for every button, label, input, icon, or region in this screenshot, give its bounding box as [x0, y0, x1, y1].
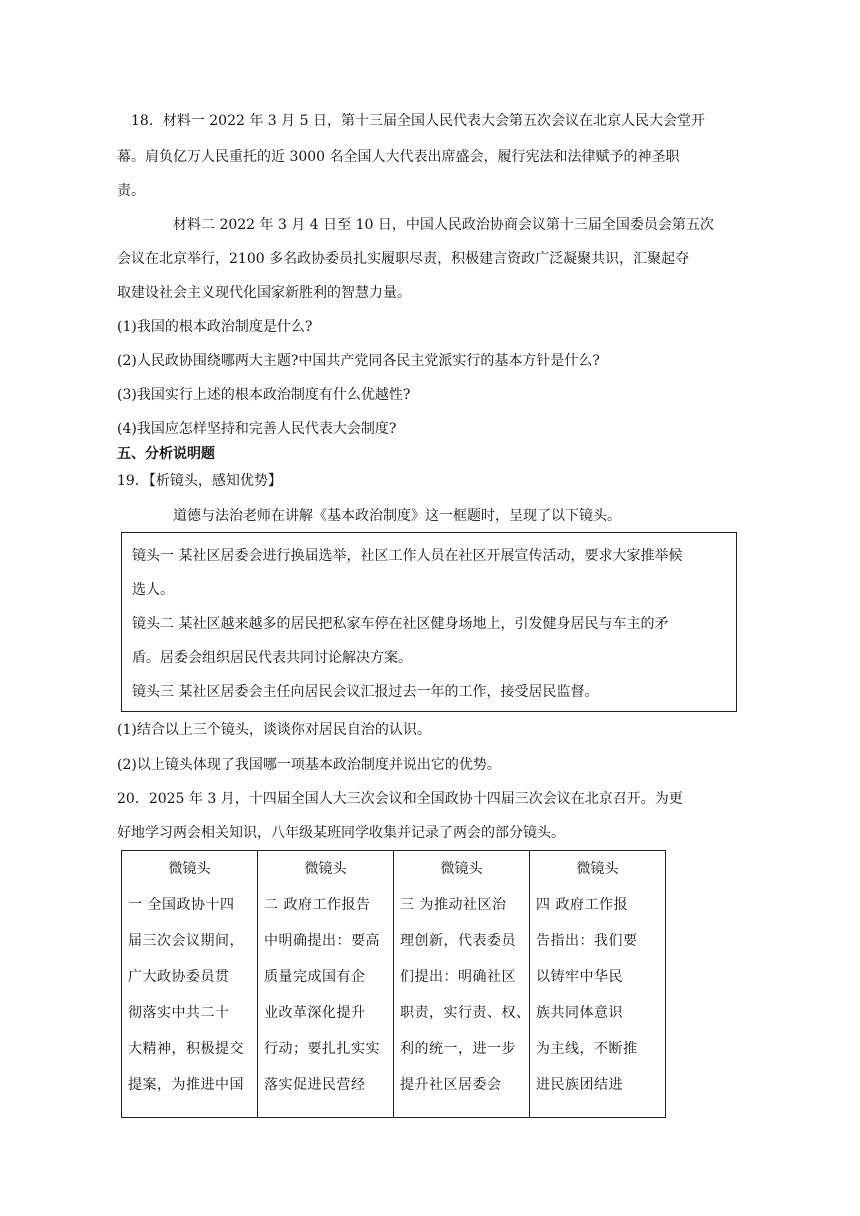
q18-line-2: 幕。肩负亿万人民重托的近 3000 名全国人大代表出席盛会，履行宪法和法律赋予的神圣职	[117, 149, 680, 165]
q18-question-1: (1)我国的根本政治制度是什么?	[117, 319, 313, 335]
lens-box-line-1: 镜头一 某社区居委会进行换届选举，社区工作人员在社区开展宣传活动，要求大家推举候	[132, 548, 683, 564]
cell-title: 微镜头	[576, 861, 619, 877]
q18-material2-line-2: 会议在北京举行，2100 多名政协委员扎实履职尽责，积极建言资政广泛凝聚共识，汇聚起夺	[117, 251, 690, 267]
q20-line-1: 20．2025 年 3 月，十四届全国人大三次会议和全国政协十四届三次会议在北京召开。为更	[117, 791, 683, 807]
cell-line: 为主线，不断推	[536, 1041, 638, 1057]
section-title: 五、分析说明题	[117, 446, 215, 462]
cell-line: 提案，为推进中国	[128, 1077, 244, 1093]
lens-box-line-4: 盾。居委会组织居民代表共同讨论解决方案。	[132, 650, 412, 666]
cell-line: 以铸牢中华民	[536, 969, 623, 985]
lens-box-line-2: 选人。	[132, 582, 174, 598]
q18-material2-line-1: 材料二 2022 年 3 月 4 日至 10 日，中国人民政治协商会议第十三届全国委员会第五次	[173, 217, 714, 233]
cell-title: 微镜头	[168, 861, 211, 877]
q18-question-2: (2)人民政协围绕哪两大主题?中国共产党同各民主党派实行的基本方针是什么?	[117, 353, 600, 369]
cell-line: 职责，实行责、权、	[400, 1005, 531, 1021]
cell-line: 二 政府工作报告	[264, 897, 371, 913]
q19-question-2: (2)以上镜头体现了我国哪一项基本政治制度并说出它的优势。	[117, 757, 501, 773]
q18-line-1: 18．材料一 2022 年 3 月 5 日，第十三届全国人民代表大会第五次会议在北京人民大会堂开	[131, 113, 705, 129]
micro-lens-cell-4	[530, 851, 666, 1118]
cell-line: 中明确提出：要高	[264, 933, 380, 949]
cell-line: 三 为推动社区治	[400, 897, 507, 913]
q18-material2-line-3: 取建设社会主义现代化国家新胜利的智慧力量。	[117, 285, 411, 301]
q18-line-3: 责。	[117, 183, 145, 199]
cell-line: 广大政协委员贯	[128, 969, 230, 985]
cell-line: 彻落实中共二十	[128, 1005, 230, 1021]
cell-line: 行动；要扎扎实实	[264, 1041, 380, 1057]
cell-line: 提升社区居委会	[400, 1077, 502, 1093]
cell-line: 业改革深化提升	[264, 1005, 366, 1021]
q19-lens-box	[121, 532, 737, 712]
q18-question-4: (4)我国应怎样坚持和完善人民代表大会制度?	[117, 421, 397, 437]
cell-line: 们提出：明确社区	[400, 969, 516, 985]
q20-line-2: 好地学习两会相关知识，八年级某班同学收集并记录了两会的部分镜头。	[117, 825, 565, 841]
q18-question-3: (3)我国实行上述的根本政治制度有什么优越性?	[117, 387, 411, 403]
cell-title: 微镜头	[440, 861, 483, 877]
cell-line: 大精神，积极提交	[128, 1041, 244, 1057]
cell-line: 一 全国政协十四	[128, 897, 235, 913]
lens-box-line-5: 镜头三 某社区居委会主任向居民会议汇报过去一年的工作，接受居民监督。	[132, 684, 599, 700]
cell-line: 进民族团结进	[536, 1077, 623, 1093]
cell-line: 理创新，代表委员	[400, 933, 516, 949]
q19-title: 19．【析镜头，感知优势】	[117, 473, 282, 489]
q19-question-1: (1)结合以上三个镜头，谈谈你对居民自治的认识。	[117, 722, 431, 738]
q19-intro: 道德与法治老师在讲解《基本政治制度》这一框题时，呈现了以下镜头。	[173, 508, 621, 524]
micro-lens-cell-2	[258, 851, 394, 1118]
cell-line: 落实促进民营经	[264, 1077, 366, 1093]
micro-lens-cell-3	[394, 851, 530, 1118]
cell-line: 质量完成国有企	[264, 969, 366, 985]
cell-line: 届三次会议期间，	[128, 933, 244, 949]
cell-line: 告指出：我们要	[536, 933, 638, 949]
cell-line: 族共同体意识	[536, 1005, 623, 1021]
cell-title: 微镜头	[304, 861, 347, 877]
table-row	[122, 851, 666, 1118]
cell-line: 四 政府工作报	[536, 897, 628, 913]
lens-box-line-3: 镜头二 某社区越来越多的居民把私家车停在社区健身场地上，引发健身居民与车主的矛	[132, 616, 669, 632]
micro-lens-table	[121, 850, 666, 1118]
micro-lens-cell-1	[122, 851, 258, 1118]
cell-line: 利的统一，进一步	[400, 1041, 516, 1057]
